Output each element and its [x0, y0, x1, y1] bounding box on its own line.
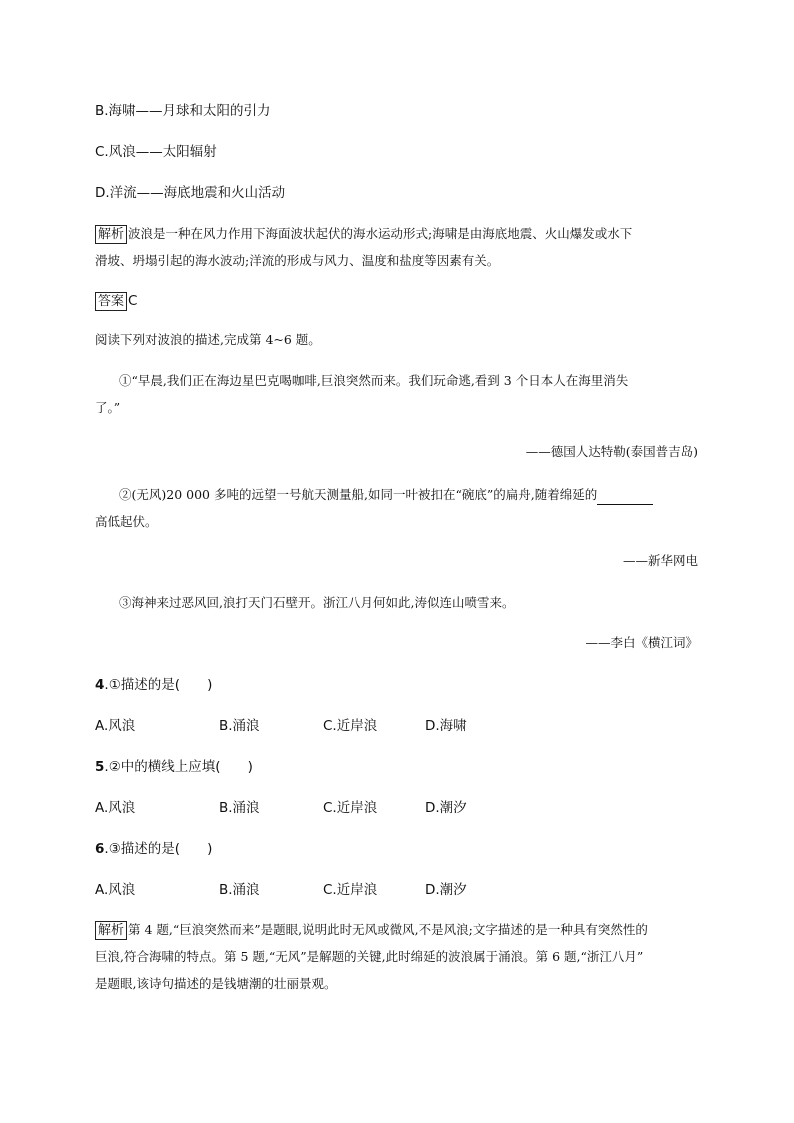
- passage-2-text-1: ②(无风)20 000 多吨的远望一号航天测量船,如同一叶被扣在“碗底”的扁舟,随着绵延的: [119, 487, 598, 502]
- analysis-1-text-1: 波浪是一种在风力作用下海面波状起伏的海水运动形式;海啸是由海底地震、火山爆发或水下: [128, 226, 633, 241]
- question-number: 4: [95, 677, 105, 693]
- answer-value: C: [128, 293, 138, 309]
- passage-2-line-1: [119, 485, 699, 505]
- option-b: B.涌浪: [219, 800, 260, 816]
- q3-option-b: B.海啸——月球和太阳的引力: [95, 103, 271, 119]
- reading-intro: 阅读下列对波浪的描述,完成第 4~6 题。: [95, 332, 321, 347]
- q3-option-c: C.风浪——太阳辐射: [95, 144, 217, 160]
- question-4-stem: [95, 675, 705, 695]
- option-c: C.近岸浪: [323, 718, 378, 734]
- analysis-2-text-1: 第 4 题,“巨浪突然而来”是题眼,说明此时无风或微风,不是风浪;文字描述的是一种具有突然性的: [128, 922, 648, 937]
- answer-tag: 答案: [95, 292, 127, 311]
- fill-in-blank: [597, 490, 653, 505]
- q3-option-d: D.洋流——海底地震和火山活动: [95, 185, 286, 201]
- analysis-tag: 解析: [95, 225, 127, 244]
- question-5-options: [95, 798, 695, 818]
- option-a: A.风浪: [95, 800, 136, 816]
- analysis-2-line-2: 巨浪,符合海啸的特点。第 5 题,“无风”是解题的关键,此时绵延的波浪属于涌浪。第 6 题,“浙江八月”: [95, 949, 644, 964]
- option-b: B.涌浪: [219, 882, 260, 898]
- question-text: .③描述的是( ): [104, 841, 213, 857]
- option-c: C.近岸浪: [323, 882, 378, 898]
- analysis-1-line-2: 滑坡、坍塌引起的海水波动;洋流的形成与风力、温度和盐度等因素有关。: [95, 253, 500, 268]
- question-6-options: [95, 880, 695, 900]
- question-number: 5: [95, 759, 105, 775]
- analysis-2-line-1: [95, 920, 705, 940]
- question-number: 6: [95, 841, 105, 857]
- option-a: A.风浪: [95, 882, 136, 898]
- answer-1: [95, 291, 705, 311]
- question-4-options: [95, 716, 695, 736]
- passage-1-source: ——德国人达特勒(泰国普吉岛): [525, 444, 698, 459]
- passage-1-line-2: 了。”: [95, 400, 121, 415]
- passage-2-source: ——新华网电: [622, 553, 698, 568]
- question-5-stem: [95, 757, 705, 777]
- passage-3-source: ——李白《横江词》: [585, 635, 698, 650]
- option-b: B.涌浪: [219, 718, 260, 734]
- analysis-tag: 解析: [95, 921, 127, 940]
- option-c: C.近岸浪: [323, 800, 378, 816]
- passage-2-line-2: 高低起伏。: [95, 514, 158, 529]
- question-text: .②中的横线上应填( ): [104, 759, 253, 775]
- option-d: D.潮汐: [425, 800, 467, 816]
- analysis-2-line-3: 是题眼,该诗句描述的是钱塘潮的壮丽景观。: [95, 976, 337, 991]
- option-a: A.风浪: [95, 718, 136, 734]
- passage-1-line-1: ①“早晨,我们正在海边星巴克喝咖啡,巨浪突然而来。我们玩命逃,看到 3 个日本人在海里消失: [119, 373, 629, 388]
- analysis-1-line-1: [95, 224, 705, 244]
- question-text: .①描述的是( ): [104, 677, 213, 693]
- passage-3-line-1: ③海神来过恶风回,浪打天门石壁开。浙江八月何如此,涛似连山喷雪来。: [119, 595, 515, 610]
- option-d: D.潮汐: [425, 882, 467, 898]
- option-d: D.海啸: [425, 718, 467, 734]
- question-6-stem: [95, 839, 705, 859]
